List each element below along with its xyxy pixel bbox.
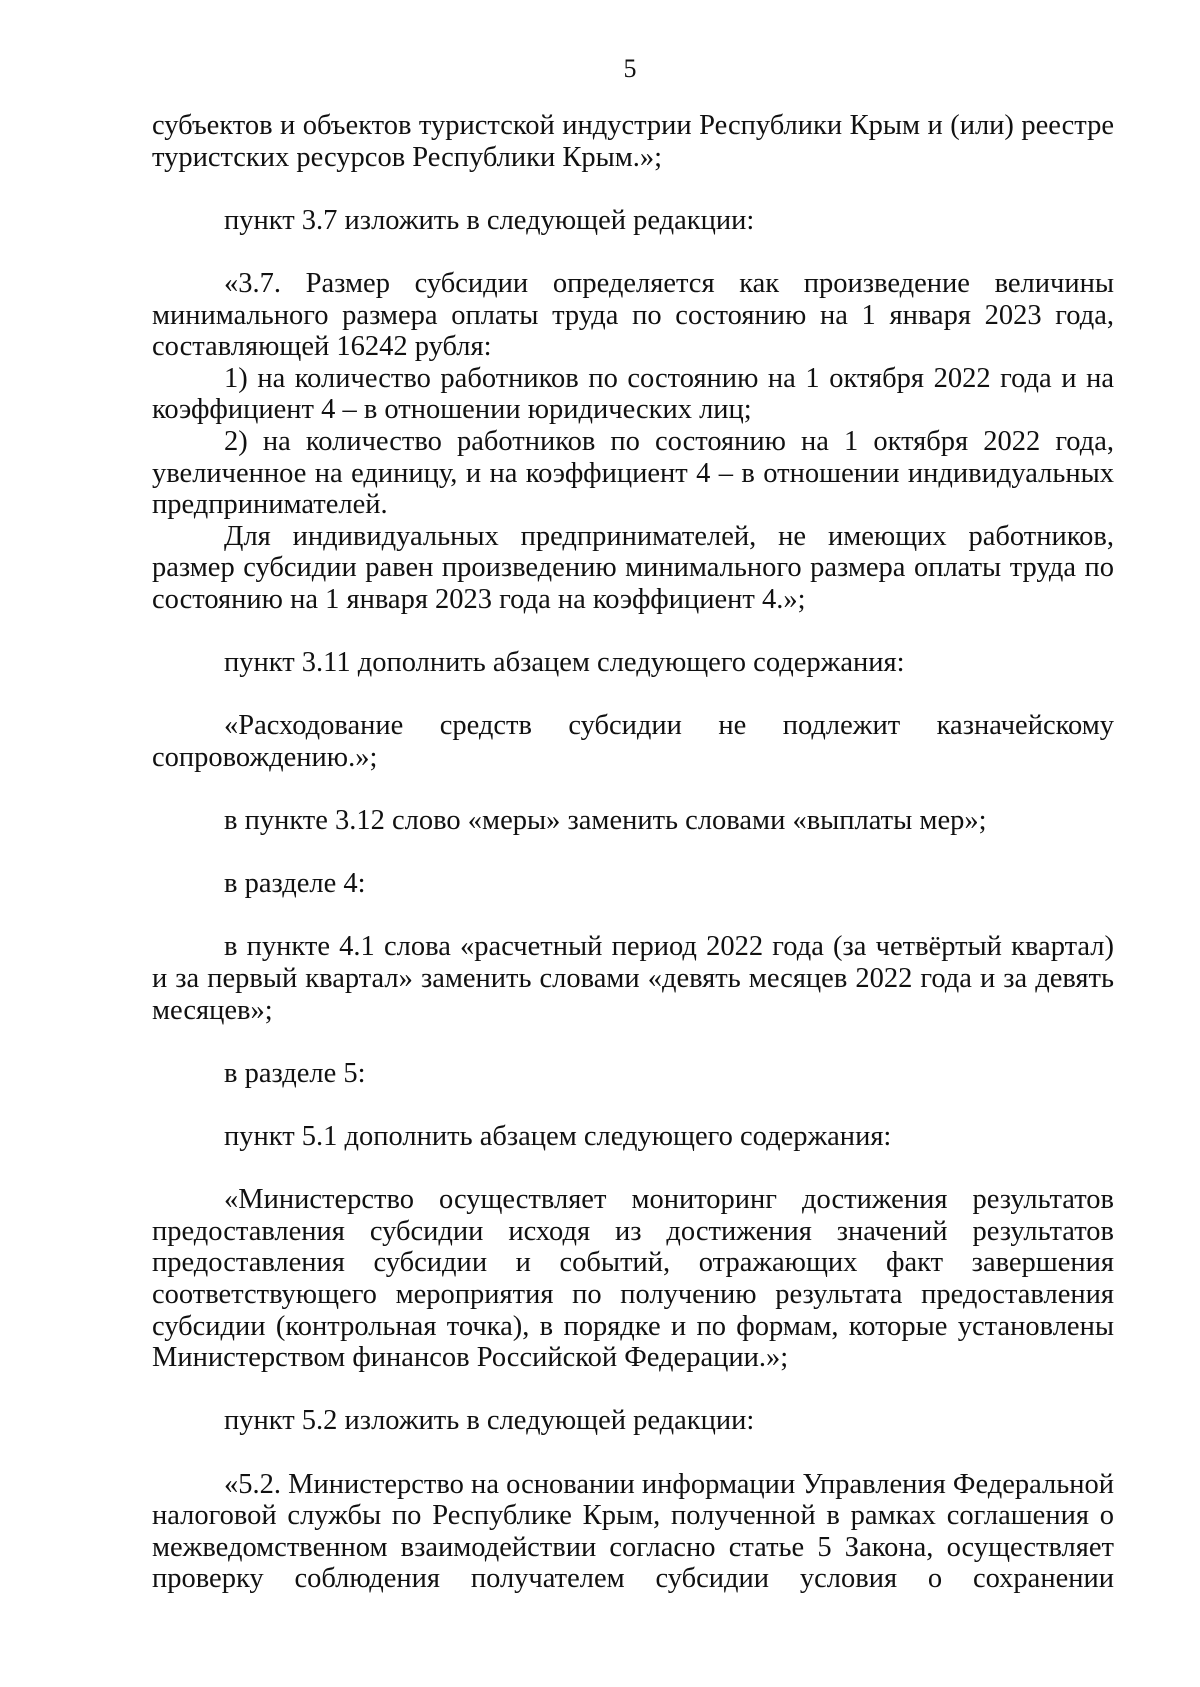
- document-body: [152, 110, 1114, 1595]
- document-paragraph: пункт 3.7 изложить в следующей редакции:: [224, 204, 755, 236]
- document-paragraph: Для индивидуальных предпринимателей, не имеющих работников, размер субсидии равен произведению минимального размера оплаты труда по состоянию на 1 января 2023 года на коэффициент 4.»;: [152, 520, 1114, 615]
- document-paragraph: «Министерство осуществляет мониторинг достижения результатов предоставления субсидии исходя из достижения значений результатов предоставления субсидии и событий, отражающих факт завершения соответствующего мероприятия по получению результата предоставления субсидии (контрольная точка), в порядке и по формам, которые установлены Министерством финансов Российской Федерации.»;: [152, 1184, 1114, 1374]
- document-paragraph: в разделе 4:: [224, 868, 366, 900]
- page-number: 5: [623, 54, 637, 83]
- document-paragraph: в пункте 3.12 слово «меры» заменить словами «выплаты мер»;: [224, 805, 987, 837]
- document-paragraph: в пункте 4.1 слова «расчетный период 2022 года (за четвёртый квартал) и за первый квартал» заменить словами «девять месяцев 2022 года и за девять месяцев»;: [152, 931, 1114, 1026]
- document-paragraph: «Расходование средств субсидии не подлежит казначейскому сопровождению.»;: [152, 710, 1114, 773]
- document-paragraph: «3.7. Размер субсидии определяется как произведение величины минимального размера оплаты труда по состоянию на 1 января 2023 года, составляющей 16242 рубля:: [152, 267, 1114, 363]
- document-paragraph: пункт 5.2 изложить в следующей редакции:: [224, 1405, 755, 1437]
- document-paragraph: в разделе 5:: [224, 1057, 366, 1089]
- document-paragraph: «5.2. Министерство на основании информации Управления Федеральной налоговой службы по Республике Крым, полученной в рамках соглашения о межведомственном взаимодействии согласно статье 5 Закона, осуществляет проверку соблюдения получателем субсидии условия о сохранении: [152, 1468, 1114, 1595]
- document-paragraph: пункт 5.1 дополнить абзацем следующего содержания:: [224, 1121, 892, 1152]
- document-paragraph: 2) на количество работников по состоянию на 1 октября 2022 года, увеличенное на единицу, и на коэффициент 4 – в отношении индивидуальных предпринимателей.: [152, 425, 1114, 521]
- document-paragraph: 1) на количество работников по состоянию на 1 октября 2022 года и на коэффициент 4 – в отношении юридических лиц;: [152, 362, 1114, 426]
- document-paragraph: пункт 3.11 дополнить абзацем следующего содержания:: [224, 647, 905, 679]
- document-paragraph: субъектов и объектов туристской индустрии Республики Крым и (или) реестре туристских ресурсов Республики Крым.»;: [152, 110, 1114, 173]
